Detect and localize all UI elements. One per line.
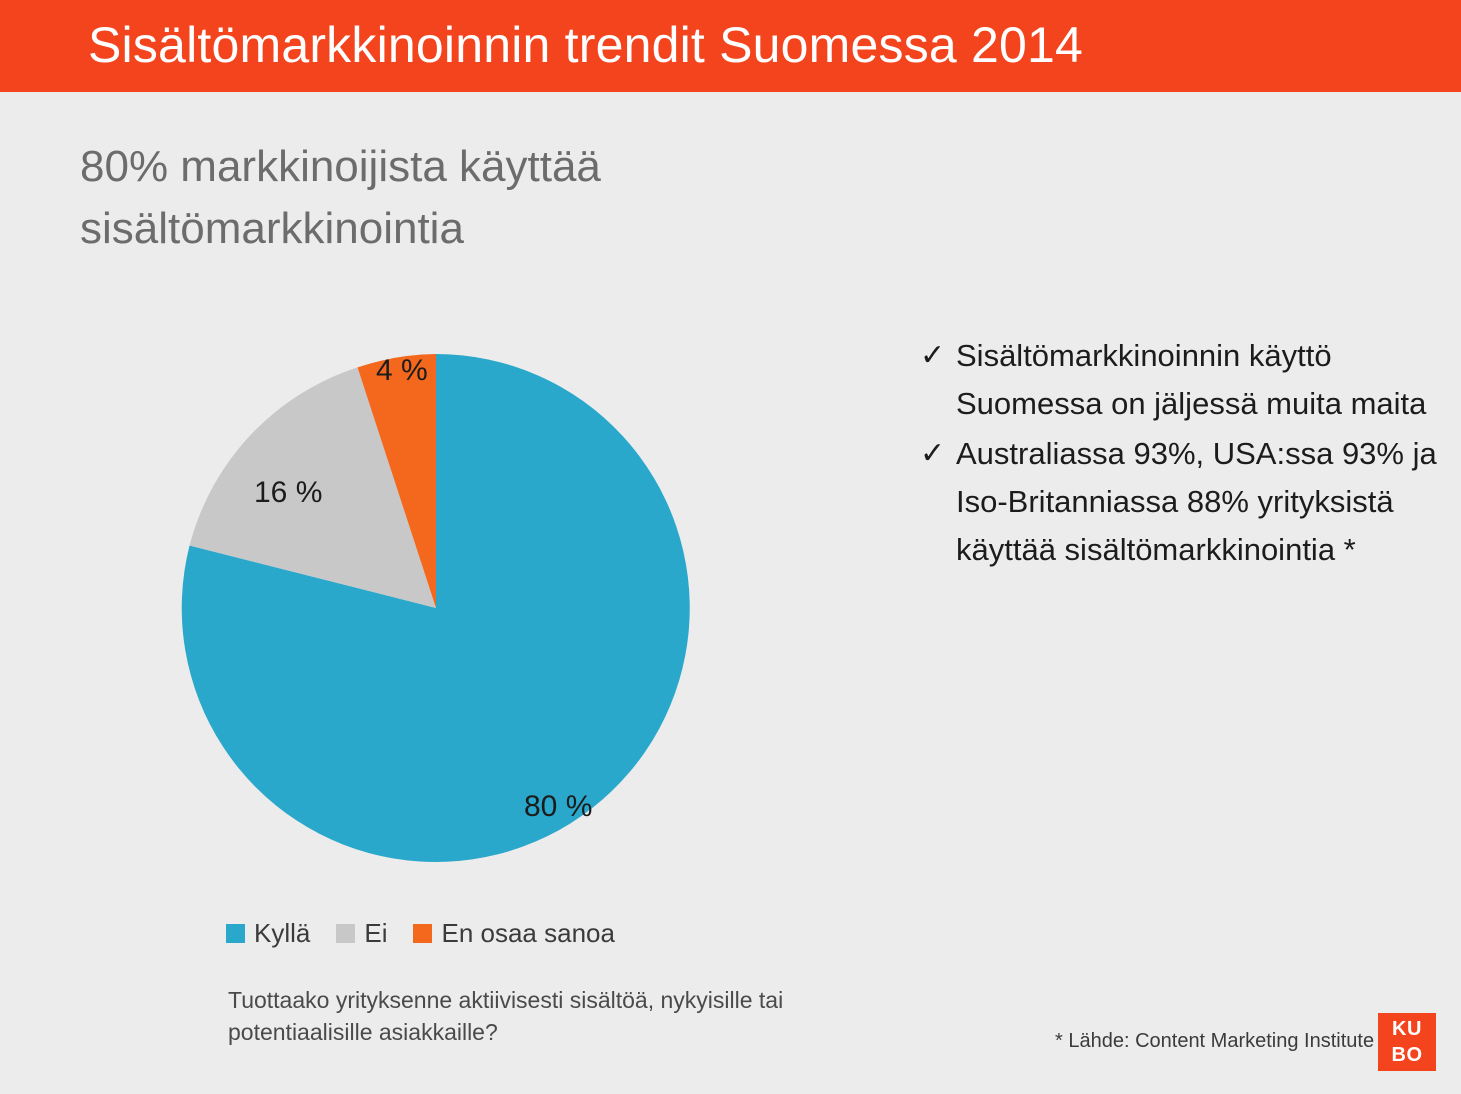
chart-legend xyxy=(226,918,641,949)
legend-label: Ei xyxy=(364,918,388,948)
header-bar xyxy=(0,0,1461,92)
bullet-list xyxy=(920,332,1440,576)
pie-label-ei: 16 % xyxy=(254,476,323,509)
legend-label: En osaa sanoa xyxy=(441,918,615,948)
chart-question: Tuottaako yrityksenne aktiivisesti sisältöä, nykyisille tai potentiaalisille asiakkaille? xyxy=(228,987,784,1045)
check-icon: ✓ xyxy=(920,339,946,372)
legend-label: Kyllä xyxy=(254,918,311,948)
legend-item-ei xyxy=(336,918,387,949)
bullet-item xyxy=(920,332,1440,428)
logo-line-2: BO xyxy=(1391,1044,1423,1066)
legend-item-en-osaa-sanoa xyxy=(413,918,614,949)
pie-label-en-osaa-sanoa: 4 % xyxy=(376,354,428,387)
legend-swatch-icon xyxy=(226,924,245,943)
subtitle: 80% markkinoijista käyttää sisältömarkkinointia xyxy=(80,142,601,253)
legend-swatch-icon xyxy=(336,924,355,943)
bullet-text: Australiassa 93%, USA:ssa 93% ja Iso-Britanniassa 88% yrityksistä käyttää sisältömarkkinointia * xyxy=(956,436,1437,567)
source-note: * Lähde: Content Marketing Institute xyxy=(1055,1030,1375,1052)
legend-swatch-icon xyxy=(413,924,432,943)
pie-label-kylla: 80 % xyxy=(524,790,593,823)
pie-graphic xyxy=(176,348,696,868)
pie-svg xyxy=(176,348,696,868)
legend-item-kylla xyxy=(226,918,310,949)
bullet-text: Sisältömarkkinoinnin käyttö Suomessa on jäljessä muita maita xyxy=(956,338,1427,421)
logo-line-1: KU xyxy=(1392,1018,1422,1040)
bullet-item xyxy=(920,430,1440,574)
kubo-logo xyxy=(1378,1013,1436,1071)
pie-chart xyxy=(170,300,870,900)
check-icon: ✓ xyxy=(920,437,946,470)
page-title: Sisältömarkkinoinnin trendit Suomessa 2014 xyxy=(88,17,1084,73)
